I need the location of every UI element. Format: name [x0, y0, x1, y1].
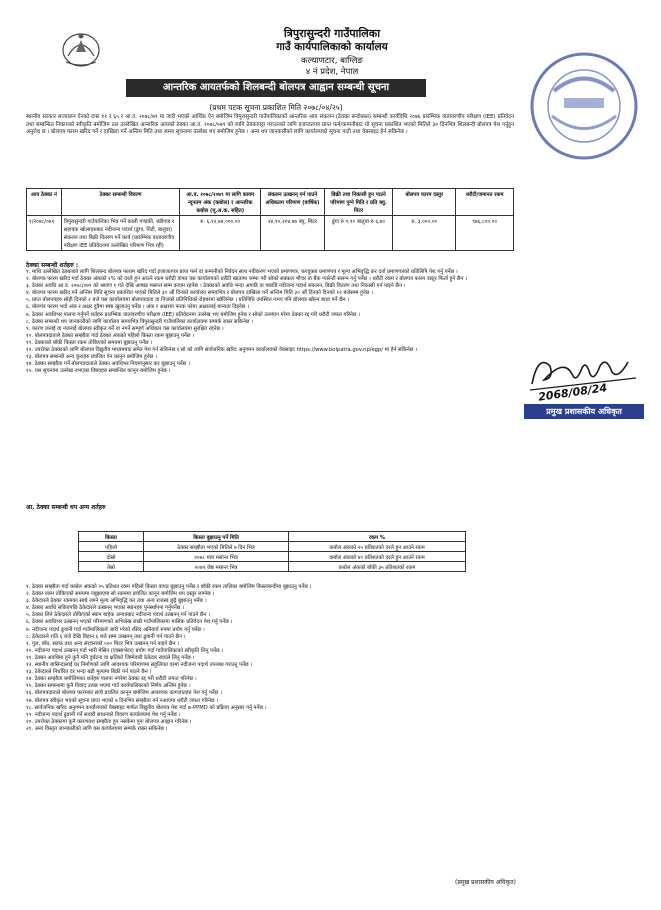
- rule-item: २. ठेक्का रकम तोकिएको समयमा नबुझाएमा सो रकममा प्रचलित कानून बमोजिम थप दस्तुर लाग्नेछ ।: [26, 591, 215, 598]
- installment-date: २०७९ जेष्ठ मसान्त भित्र: [144, 562, 289, 572]
- header-cell: बोलपत्र फारम दस्तुर: [393, 189, 456, 216]
- rule-item: २. बोलपत्र फारम खरिद गर्दा ठेक्का अंकको २% को दरले हुन आउने रकम धरौटी वापत यस कार्यालयको धरौटी खातामा जम्मा गरी सोको सक्कल भौचर वा बैंक ग्यारेन्टी संलग्न गर्नु पर्नेछ । धरौटी रकम र बोलपत्र फारम दस्तुर फिर्ता हुने छैन ।: [26, 276, 468, 283]
- notice-title: आन्तरिक आयतर्फको शिलबन्दी बोलपत्र आह्वान सम्बन्धी सूचना: [126, 79, 426, 97]
- officer-title-stamp: प्रमुख प्रशासकीय अधिकृत: [524, 404, 644, 419]
- table-row: [79, 562, 466, 572]
- intro-paragraph: स्थानीय सरकार सञ्चालन ऐनको दफा ११ र ६५ र आ.व. २०७८/७९ मा जारी भएको आर्थिक ऐन बमोजिम त्रिपुरासुन्दरी गाउँपालिकाको आन्तरिक आय संकलन (ठेक्का बन्दोबस्त) सम्बन्धी कार्यविधि २०७६ प्रारम्भिक वातावरणीय परीक्षण (IEE) प्रतिवेदन तथा सम्बन्धित निकायको स्वीकृति बमोजिम तल उल्लेखित आन्तरिक आयको ठेक्का आ.व. २०७८/०७९ को लागि ठेक्कापट्टा गराउनको लागि इजाजतपत्र प्राप्त फर्म/कम्पनीबाट यो सूचना प्रकाशित भएको मितिले ३० दिनभित्र शिलबन्दी बोलपत्र पेश गर्नुहुन अनुरोध छ । बोलपत्र फारम खरिद गर्ने र दाखिला गर्ने अन्तिम मिति तथा समय सूचनामा उल्लेख भए बमोजिम हुनेछ । अन्य थप जानकारीको लागि कार्यालयको सूचना पाटी तथा वेबसाइट हेर्न सकिनेछ ।: [26, 114, 514, 136]
- rule-item: १८. सार्वजनिक खरिद अनुगमन कार्यालयको वेबसाइट मार्फत विद्युतीय बोलपत्र पेश गर्दा e-PPMD को प्रक्रिया अनुसार गर्नु पर्नेछ ।: [26, 704, 267, 711]
- rule-item: १०. नदीजन्य पदार्थ उत्खनन् गर्दा भारी मेसिन (एक्साभेटर) प्रयोग गर्दा गाउँपालिकाको स्वीकृति लिनु पर्नेछ ।: [26, 647, 224, 654]
- signature-date: 2068/08/24: [537, 381, 608, 404]
- conditions-title: ठेक्का सम्बन्धी शर्तहरु :: [26, 262, 79, 269]
- rule-item: ८. ठेकेदारले राति ६ बजे देखि बिहान ६ बजे सम्म उत्खनन् तथा ढुवानी गर्न पाउने छैन ।: [26, 633, 186, 640]
- rule-item: १३. ठेकेदारले निर्धारित दर भन्दा बढी मूल्यमा बिक्री गर्न पाउने छैन ।: [26, 669, 152, 676]
- rule-item: ५. प्राप्त बोलपत्रहरु सोही दिनको २ बजे यस कार्यालयमा बोलपत्रदाता वा निजको प्रतिनिधिको रोहबरमा खोलिनेछ । प्रतिनिधि उपस्थित नभए पनि बोलपत्र खोल्न बाधा पर्ने छैन ।: [26, 297, 350, 304]
- header-cell: आ.व. २०७८/२०७९ मा लागि कायम न्यूनतम अंक (कबोल) र आन्तरिक कबोल (मू.अ.क. सहित): [180, 189, 261, 216]
- table-header-row: [79, 532, 466, 542]
- contract-description: त्रिपुरासुन्दरी गाउँपालिका भित्र पर्ने काली गण्डकी, बडीगाड र सहायक खोलाहरुबाट नदीजन्य पदार्थ (ढुंगा, गिटी, बालुवा) संकलन तथा बिक्री वितरण गर्ने कार्य (प्रारम्भिक वातावरणीय परीक्षण IEE प्रतिवेदनमा उल्लेखित परिमाण भित्र रही): [61, 216, 180, 251]
- table-row: [79, 542, 466, 552]
- office-seal-icon: [524, 46, 644, 166]
- installment-name: पहिलो: [79, 542, 144, 552]
- installment-name: तेस्रो: [79, 562, 144, 572]
- notice-subtitle: (प्रथम पटक सूचना प्रकाशित मिति २०७८/०४/२५): [209, 103, 343, 112]
- table-header-row: [27, 189, 514, 216]
- rule-item: ११. ठेक्काको बाँकी किस्ता रकम तोकिएको समयमा बुझाउनु पर्नेछ ।: [26, 339, 153, 346]
- header-cell: धरौटी/जमानत रकम: [456, 189, 514, 216]
- rule-item: ६. बोलपत्र फारम भर्दा अंक र अक्षर दुवैमा स्पष्ट खुलाउनु पर्नेछ । अंक र अक्षरमा फरक परेमा अक्षरलाई मान्यता दिइनेछ ।: [26, 304, 250, 311]
- rule-item: ९. कारण जनाई वा नजनाई बोलपत्र स्वीकृत गर्ने वा नगर्ने सम्पूर्ण अधिकार यस कार्यालयमा सुरक्षित रहनेछ ।: [26, 325, 224, 332]
- rule-item: ११. ठेक्का अवधिमा हुने कुनै पनि दुर्घटना वा क्षतिको जिम्मेवारी ठेकेदार स्वयंले लिनु पर्नेछ ।: [26, 654, 195, 661]
- rule-item: १७. बोलपत्र स्वीकृत भएको सूचना प्राप्त भएको ७ दिनभित्र सम्झौता गर्न नआएमा धरौटी जफत गरिनेछ ।: [26, 697, 219, 704]
- header-cell: आय ठेक्का नं: [27, 189, 62, 216]
- rule-item: १४. ठेक्का सम्झौता बमोजिमका शर्तहरु पालना नगरेमा ठेक्का रद्द गरी धरौटी जफत गरिनेछ ।: [26, 676, 197, 683]
- table-row: [79, 552, 466, 562]
- notice-page: [26, 22, 638, 888]
- installment-amount: कबोल अंकको ४० प्रतिशतको दरले हुन आउने रकम: [289, 552, 466, 562]
- table-row: [27, 216, 514, 251]
- footer-officer-title: (प्रमुख प्रशासकीय अधिकृत): [454, 879, 516, 886]
- rule-item: ९. पुल, बाँध, सडक तथा अन्य संरचनाको ५०० मिटर भित्र उत्खनन् गर्न पाइने छैन ।: [26, 640, 179, 647]
- rule-item: ५. ठेक्का लिने ठेकेदारले तोकिएको स्थान बाहेक अन्यत्रबाट नदीजन्य पदार्थ उत्खनन् गर्न पाउने छैन ।: [26, 612, 210, 619]
- rule-item: १२. उपरोक्त ठेक्काको लागि बोलपत्र विद्युतीय माध्यमबाट समेत पेश गर्न सकिनेछ र सो को लागि सार्वजनिक खरिद अनुगमन कार्यालयको वेबसाइट https://www.bolpatra.gov.np/egp/ मा हेर्न सकिनेछ ।: [26, 347, 417, 354]
- rule-item: १०. बोलपत्रदाताले ठेक्का सम्झौता गर्दा ठेक्का अंकको पहिलो किस्ता रकम बुझाउनु पर्नेछ ।: [26, 332, 195, 339]
- header-cell: किस्ता: [79, 532, 144, 542]
- office-address: कल्याणटार, बाग्लिङ: [301, 56, 363, 66]
- rule-item: १५. ठेक्का सम्बन्धमा कुनै विवाद उत्पन्न भएमा गाउँ कार्यपालिकाको निर्णय अन्तिम हुनेछ ।: [26, 683, 191, 690]
- rule-item: १. माथि उल्लेखित ठेक्काको लागि शिलबन्द बोलपत्र फाराम खरिद गर्दा इजाजतपत्र प्राप्त फर्म वा कम्पनीको निवेदन साथ नवीकरण भएको प्रमाणपत्र, करचुक्ता प्रमाणपत्र र मूल्य अभिवृद्धि कर दर्ता प्रमाणपत्रको प्रतिलिपि पेश गर्नु पर्नेछ ।: [26, 269, 458, 275]
- rule-item: १३. बोलपत्र सम्बन्धी अन्य कुराहरु प्रचलित ऐन कानून बमोजिम हुनेछ ।: [26, 354, 157, 361]
- installment-date: ठेक्का सम्झौता भएको मितिले ७ दिन भित्र: [144, 542, 289, 552]
- rule-item: ३. ठेक्का अवधि आ.व. २०७८/०७९ को श्रावण १ गते देखि आषाढ मसान्त सम्म कायम रहनेछ । ठेक्काको अवधि भन्दा अगाडि वा पछाडि नदीजन्य पदार्थ संकलन, बिक्री वितरण तथा निकासी गर्न पाइने छैन ।: [26, 283, 406, 290]
- header-cell: रकम %: [289, 532, 466, 542]
- rule-item: ४. ठेक्का अवधि सकिएपछि ठेकेदारले उत्खनन् भएका स्थानहरु पुनर्स्थापना गर्नुपर्नेछ ।: [26, 605, 184, 612]
- rule-item: ३. ठेकेदारले ठेक्का रकमका साथै लाग्ने मूल्य अभिवृद्धि कर तथा अन्य राजस्व छुट्टै बुझाउनु पर्नेछ ।: [26, 598, 207, 605]
- installment-name: दोस्रो: [79, 552, 144, 562]
- rule-item: २१. अन्य विस्तृत जानकारीको लागि यस कार्यालयमा सम्पर्क राख्न सकिनेछ ।: [26, 725, 168, 732]
- header-cell: संकलन उत्खनन् गर्न पाउने अधिकतम परिमाण (वार्षिक): [261, 189, 325, 216]
- contract-table: [26, 188, 514, 251]
- form-fee: रु. ३,०००.००: [393, 216, 456, 251]
- installment-table: [78, 531, 466, 572]
- contract-amount: रु. ६,१२,७४,०००.००: [180, 216, 261, 251]
- header-cell: किस्ता बुझाउनु पर्ने मिति: [144, 532, 289, 542]
- contract-sale-rate: ढुंगा रु ९.९० बालुवा रु ६.७०: [324, 216, 393, 251]
- rule-item: १. ठेक्का सम्झौता गर्दा कबोल अंकको २५ प्रतिशत रकम पहिलो किस्ता वापत बुझाउनु पर्नेछ र बाँकी रकम तालिका बमोजिम किस्ताबन्दीमा बुझाउनु पर्नेछ ।: [26, 584, 312, 590]
- header-cell: ठेक्का सम्बन्धी विवरण: [61, 189, 180, 216]
- contract-number: १/२०७८/०७९: [27, 216, 62, 251]
- province-name: ४ नं प्रदेश, नेपाल: [305, 67, 359, 77]
- bid-conditions-title: आ. ठेक्का सम्बन्धी थप अन्य शर्तहरु: [26, 504, 106, 511]
- rule-item: १४. ठेक्का सम्झौता गर्ने बोलपत्रदाताले ठेक्का अवधिभर नियमानुसार कर बुझाउनु पर्नेछ ।: [26, 361, 190, 368]
- rule-item: १६. बोलपत्रदाताले बोलपत्र फारमका साथै प्रचलित कानून बमोजिम आवश्यक कागजातहरु पेश गर्नु पर्नेछ ।: [26, 690, 222, 697]
- deposit-amount: ९७६,८००.००: [456, 216, 514, 251]
- contract-quantity: २४,९०,२१४.४७ क्यु. मिटर: [261, 216, 325, 251]
- conditions-list: [26, 269, 514, 375]
- rule-item: ६. ठेक्का अवधिभर उत्खनन् भएको परिमाणको अभिलेख राखी गाउँपालिकामा मासिक प्रतिवेदन पेश गर्नु पर्नेछ ।: [26, 619, 233, 626]
- header-cell: बिक्री तथा निकासी हुन पाउने परिमाण पुग्ने मिति र प्रति क्यु. मिटर: [324, 189, 393, 216]
- rule-item: ७. ठेक्का अवधिभर पालना गर्नुपर्ने शर्तहरु प्रारम्भिक वातावरणीय परीक्षण (IEE) प्रतिवेदनमा उल्लेख भए बमोजिम हुनेछ र सोको उल्लंघन गरेमा ठेक्का रद्द गरी धरौटी जफत गरिनेछ ।: [26, 311, 361, 318]
- municipality-name: त्रिपुरासुन्दरी गाउँपालिका: [283, 27, 381, 40]
- rule-item: ७. नदीजन्य पदार्थ ढुवानी गर्दा गाउँपालिकाले जारी गरेको रसिद अनिवार्य रुपमा प्रयोग गर्नु पर्नेछ ।: [26, 626, 205, 633]
- installment-date: २०७८ माघ मसान्त भित्र: [144, 552, 289, 562]
- rule-item: १२. स्थानीय बासिन्दालाई घर निर्माणको लागि आवश्यक परिमाणमा सहुलियत दरमा नदीजन्य पदार्थ उपलब्ध गराउनु पर्नेछ ।: [26, 662, 253, 669]
- additional-conditions-list: [26, 584, 514, 733]
- rule-item: १५. यस सूचनामा उल्लेख नभएका विषयहरु सम्बन्धित कानून बमोजिम हुनेछ ।: [26, 368, 171, 375]
- rule-item: २०. उपरोक्त ठेक्कामा कुनै कारणवश सम्झौता हुन नसकेमा पुनः बोलपत्र आह्वान गरिनेछ ।: [26, 718, 192, 725]
- installment-amount: कबोल अंकको बाँकी ३५ प्रतिशतको रकम: [289, 562, 466, 572]
- installment-amount: कबोल अंकको २५ प्रतिशतको दरले हुन आउने रकम: [289, 542, 466, 552]
- office-name: गाउँ कार्यपालिकाको कार्यालय: [276, 41, 388, 53]
- rule-item: ४. बोलपत्र फारम खरिद गर्ने अन्तिम मिति सूचना प्रकाशित भएको मितिले ३० औं दिनको कार्यालय समयभित्र र बोलपत्र दाखिला गर्ने अन्तिम मिति ३० औं दिनको दिनको १२ बजेसम्म हुनेछ ।: [26, 290, 373, 297]
- rule-item: ८. ठेक्का सम्बन्धी थप जानकारीको लागि कार्यालय समयभित्र त्रिपुरासुन्दरी गाउँपालिका कार्यालयमा सम्पर्क राख्न सकिनेछ ।: [26, 318, 253, 325]
- rule-item: १९. नदीजन्य पदार्थ ढुवानी गर्ने सवारी साधनको विवरण कार्यालयमा पेश गर्नु पर्नेछ ।: [26, 711, 181, 718]
